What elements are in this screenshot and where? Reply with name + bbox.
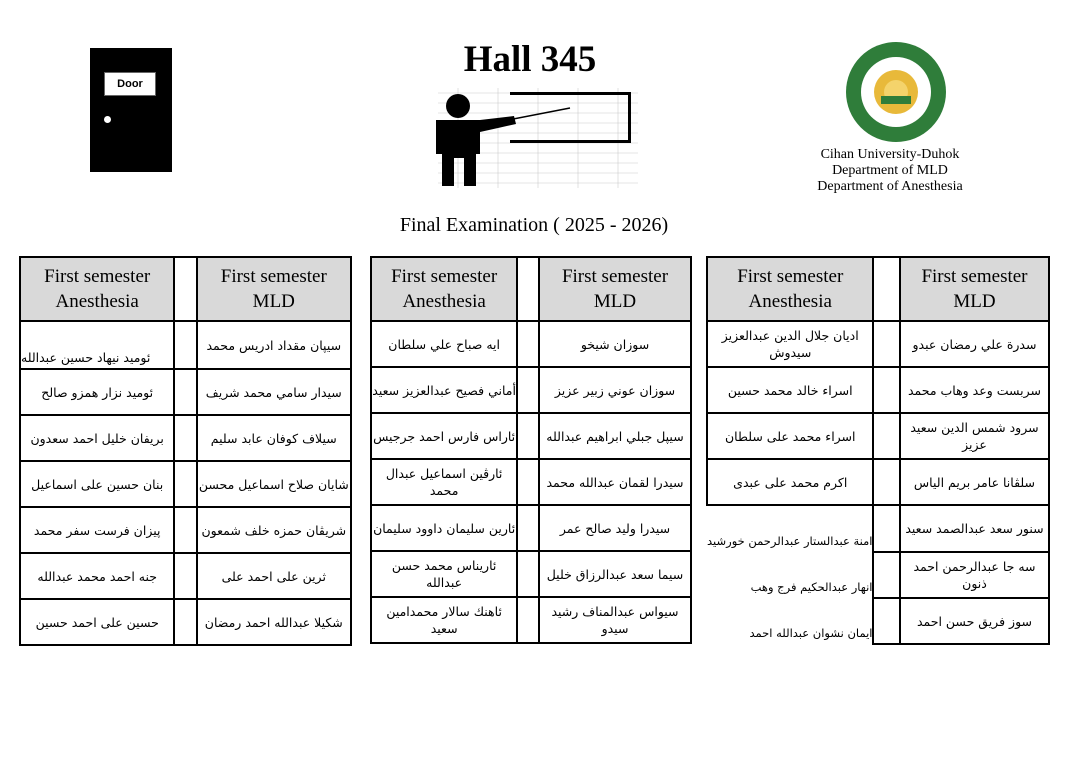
university-info	[790, 147, 990, 195]
hall-title: Hall 345	[463, 39, 597, 80]
column-heading-anesthesia: First semester Anesthesia	[20, 257, 174, 321]
student-name-mld: سيلاف كوفان عابد سليم	[197, 415, 351, 461]
exam-title: Final Examination ( 2025 - 2026)	[399, 214, 669, 236]
student-name-anesthesia: اكرم محمد على عبدى	[707, 459, 873, 505]
student-name-anesthesia: ئارين سليمان داوود سليمان	[371, 505, 517, 551]
door-icon	[90, 48, 172, 172]
student-name-mld: سدرة علي رمضان عبدو	[900, 321, 1049, 367]
student-name-mld: سنور سعد عبدالصمد سعيد	[900, 505, 1049, 552]
student-name-anesthesia: ئوميد نزار همزو صالح	[20, 369, 174, 415]
student-name-anesthesia: ئاهنك سالار محمدامين سعيد	[371, 597, 517, 643]
teacher-board-icon	[418, 88, 640, 188]
student-name-anesthesia: اسراء خالد محمد حسين	[707, 367, 873, 413]
column-heading-mld: First semester MLD	[539, 257, 691, 321]
student-name-anesthesia: حسين على احمد حسين	[20, 599, 174, 645]
student-name-mld: سيدرا لقمان عبدالله محمد	[539, 459, 691, 505]
student-name-mld: شريڤان حمزه خلف شمعون	[197, 507, 351, 553]
student-name-mld: سيما سعد عبدالرزاق خليل	[539, 551, 691, 597]
student-name-anesthesia: انهار عبدالحكيم فرج وهب	[750, 580, 873, 594]
student-name-mld: سوز فريق حسن احمد	[900, 598, 1049, 644]
student-name-mld: سربست وعد وهاب محمد	[900, 367, 1049, 413]
student-name-mld: سرود شمس الدين سعيد عزيز	[900, 413, 1049, 459]
student-name-anesthesia: پيزان فرست سفر محمد	[20, 507, 174, 553]
student-name-mld: سلڤانا عامر بريم الياس	[900, 459, 1049, 505]
student-name-anesthesia: ايمان نشوان عبدالله احمد	[749, 626, 873, 640]
student-name-anesthesia: بريفان خليل احمد سعدون	[20, 415, 174, 461]
student-name-anesthesia: اديان جلال الدين عبدالعزيز سيدوش	[707, 321, 873, 367]
student-name-mld: سيپل جبلي ابراهيم عبدالله	[539, 413, 691, 459]
column-heading-mld: First semester MLD	[900, 257, 1049, 321]
university-name: Cihan University-Duhok	[820, 147, 960, 162]
university-logo	[841, 40, 951, 145]
seating-table-1	[19, 256, 352, 646]
seating-table-3	[706, 256, 1050, 645]
student-name-mld: شكيلا عبدالله احمد رمضان	[197, 599, 351, 645]
column-heading-anesthesia: First semester Anesthesia	[707, 257, 873, 321]
student-name-anesthesia: ئارڤين اسماعيل عبدال محمد	[371, 459, 517, 505]
student-name-mld: سه جا عبدالرحمن احمد ذنون	[900, 552, 1049, 598]
door-knob	[104, 116, 111, 123]
column-heading-mld: First semester MLD	[197, 257, 351, 321]
student-name-mld: سيدار سامي محمد شريف	[197, 369, 351, 415]
column-heading-anesthesia: First semester Anesthesia	[371, 257, 517, 321]
student-name-mld: سوزان عوني زبير عزيز	[539, 367, 691, 413]
student-name-anesthesia: بنان حسين على اسماعيل	[20, 461, 174, 507]
student-name-mld: ثرين على احمد على	[197, 553, 351, 599]
student-name-anesthesia: أماني فصيح عبدالعزيز سعيد	[371, 367, 517, 413]
door-label: Door	[104, 72, 156, 96]
student-name-mld: سيواس عبدالمناف رشيد سيدو	[539, 597, 691, 643]
student-name-anesthesia: ئاريناس محمد حسن عبدالله	[371, 551, 517, 597]
student-name-mld: سوزان شيخو	[539, 321, 691, 367]
student-name-anesthesia: ئاراس فارس احمد جرجيس	[371, 413, 517, 459]
department-anesthesia: Department of Anesthesia	[817, 179, 963, 194]
student-name-anesthesia: اسراء محمد على سلطان	[707, 413, 873, 459]
student-name-anesthesia: امنة عبدالستار عبدالرحمن خورشيد	[707, 534, 873, 548]
student-name-anesthesia: ايه صباح علي سلطان	[371, 321, 517, 367]
student-name-anesthesia: جنه احمد محمد عبدالله	[20, 553, 174, 599]
student-name-mld: سيپان مقداد ادريس محمد	[197, 321, 351, 369]
department-mld: Department of MLD	[832, 163, 948, 178]
student-name-mld: شايان صلاح اسماعيل محسن	[197, 461, 351, 507]
seating-table-2	[370, 256, 692, 644]
student-name-mld: سيدرا وليد صالح عمر	[539, 505, 691, 551]
student-name-anesthesia: ئوميد نيهاد حسين عبدالله	[20, 321, 174, 369]
